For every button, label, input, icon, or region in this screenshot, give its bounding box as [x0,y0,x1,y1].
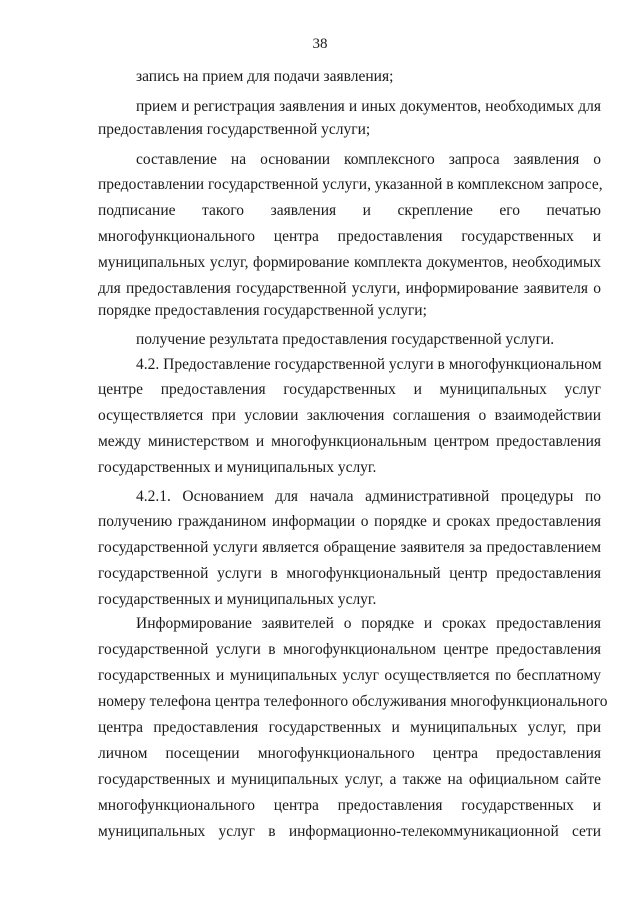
text-line: государственных и муниципальных услуг, а также на официальном сайте [98,771,601,788]
text-line: запись на прием для подачи заявления; [136,68,394,85]
text-line: государственных и муниципальных услуг. [98,591,377,608]
text-line: многофункционального центра предоставления государственных и [98,797,601,814]
text-line: государственной услуги в многофункциональный центр предоставления [98,565,601,582]
text-line: между министерством и многофункциональным центром предоставления [98,433,601,450]
text-line: порядке предоставления государственной услуги; [98,302,427,319]
text-line: 4.2. Предоставление государственной услуги в многофункциональном [136,356,602,373]
text-line: получение результата предоставления государственной услуги. [136,331,555,348]
text-line: государственных и муниципальных услуг. [98,459,377,476]
text-line: многофункционального центра предоставления государственных и [98,228,601,245]
text-line: составление на основании комплексного запроса заявления о [136,151,601,168]
text-line: подписание такого заявления и скрепление его печатью [98,202,601,219]
text-line: государственной услуги является обращение заявителя за предоставлением [98,539,601,556]
text-line: номеру телефона центра телефонного обслуживания многофункционального [98,693,608,710]
text-line: осуществляется при условии заключения соглашения о взаимодействии [98,407,601,424]
text-line: центре предоставления государственных и муниципальных услуг [98,381,601,398]
text-line: муниципальных услуг в информационно-телекоммуникационной сети [98,823,601,840]
text-line: Информирование заявителей о порядке и сроках предоставления [136,615,601,632]
text-line: для предоставления государственной услуги, информирование заявителя о [98,280,601,297]
text-line: предоставлении государственной услуги, указанной в комплексном запросе, [98,176,603,193]
text-line: предоставления государственной услуги; [98,121,371,138]
page-number: 38 [312,36,328,52]
text-line: прием и регистрация заявления и иных документов, необходимых для [136,98,601,115]
text-line: личном посещении многофункционального центра предоставления [98,745,601,762]
text-line: государственной услуги в многофункциональном центре предоставления [98,641,601,658]
text-line: государственных и муниципальных услуг осуществляется по бесплатному [98,667,601,684]
text-line: центра предоставления государственных и муниципальных услуг, при [98,719,601,736]
text-line: 4.2.1. Основанием для начала административной процедуры по [136,488,601,505]
text-line: получению гражданином информации о порядке и сроках предоставления [98,513,601,530]
text-line: муниципальных услуг, формирование комплекта документов, необходимых [98,254,601,271]
